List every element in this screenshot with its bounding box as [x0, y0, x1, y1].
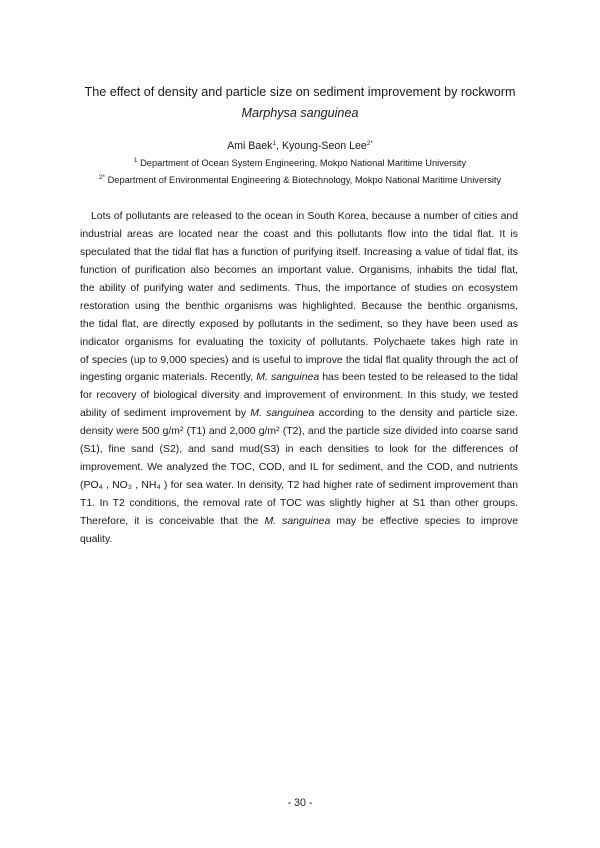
- affiliation: [0, 175, 600, 185]
- abstract-text: ability of sediment improvement by: [80, 408, 251, 420]
- author-affiliation-mark: 2*: [366, 140, 373, 147]
- abstract-line: improvement. We analyzed the TOC, COD, and IL for sediment, and the COD, and nutrients: [80, 462, 518, 474]
- title-line: The effect of density and particle size on sediment improvement by rockworm: [84, 85, 516, 99]
- abstract-line: industrial areas are located near the coast and this pollutants flow into the tidal flat. It is: [80, 228, 518, 240]
- abstract-line: [80, 369, 518, 387]
- author-separator: ,: [276, 140, 282, 152]
- affiliation-mark: 1: [133, 157, 138, 164]
- author-name: Kyoung-Seon Lee: [281, 140, 367, 152]
- affiliation-text: Department of Environmental Engineering & Biotechnology, Mokpo National Maritime University: [104, 175, 502, 185]
- species-name: M. sanguinea: [250, 408, 315, 420]
- abstract-text: Therefore, it is conceivable that the: [80, 515, 265, 527]
- abstract-line: density were 500 g/m² (T1) and 2,000 g/m² (T2), and the particle size divided into coarse sand: [80, 426, 518, 438]
- page-number: - 30 -: [287, 797, 313, 809]
- abstract-line: function of purification also becomes an important value. Organisms, inhabits the tidal flat,: [80, 264, 518, 276]
- abstract-text: may be effective species to improve: [336, 515, 518, 527]
- author-affiliation-mark: 1: [272, 140, 277, 147]
- affiliation-mark: 2*: [98, 174, 105, 181]
- abstract-line: the tidal flat, are directly exposed by pollutants in the sediment, so they have been used as: [80, 318, 518, 330]
- abstract-line: Lots of pollutants are released to the ocean in South Korea, because a number of cities and: [91, 211, 518, 222]
- species-name: M. sanguinea: [264, 515, 331, 527]
- abstract-body: [80, 208, 518, 549]
- species-name: M. sanguinea: [256, 372, 320, 384]
- abstract-line: restoration using the benthic organisms was highlighted. Because the benthic organisms,: [80, 300, 518, 312]
- author-name: Ami Baek: [227, 140, 273, 152]
- abstract-line: of species (up to 9,000 species) and is useful to improve the tidal flat quality through the act of: [80, 354, 518, 366]
- abstract-line: [80, 405, 518, 423]
- abstract-line: quality.: [80, 533, 113, 545]
- abstract-text: ingesting organic materials. Recently,: [80, 372, 257, 384]
- affiliation: [0, 158, 600, 168]
- abstract-line: [80, 513, 518, 531]
- affiliation-text: Department of Ocean System Engineering, Mokpo National Maritime University: [137, 158, 467, 168]
- abstract-line: (PO₄ , NO₃ , NH₄ ) for sea water. In density, T2 had higher rate of sediment improvement than: [80, 480, 518, 492]
- abstract-text: according to the density and particle size.: [318, 408, 518, 420]
- paper-title: [0, 82, 600, 124]
- abstract-line: the ability of purifying water and sediments. Thus, the importance of studies on ecosystem: [80, 282, 518, 294]
- author-list: [0, 140, 600, 152]
- abstract-line: speculated that the tidal flat has a function of purifying itself. Increasing a value of tidal flat, its: [80, 246, 518, 258]
- title-species: Marphysa sanguinea: [241, 106, 359, 120]
- abstract-line: (S1), fine sand (S2), and sand mud(S3) in each densities to look for the differences of: [80, 444, 518, 456]
- abstract-text: has been tested to be released to the tidal: [322, 372, 518, 384]
- abstract-line: T1. In T2 conditions, the removal rate of TOC was slightly higher at S1 than other groups.: [80, 498, 518, 509]
- abstract-line: for recovery of biological diversity and improvement of environment. In this study, we tested: [80, 390, 518, 402]
- abstract-line: indicator organisms for evaluating the toxicity of pollutants. Polychaete takes high rate in: [80, 336, 518, 348]
